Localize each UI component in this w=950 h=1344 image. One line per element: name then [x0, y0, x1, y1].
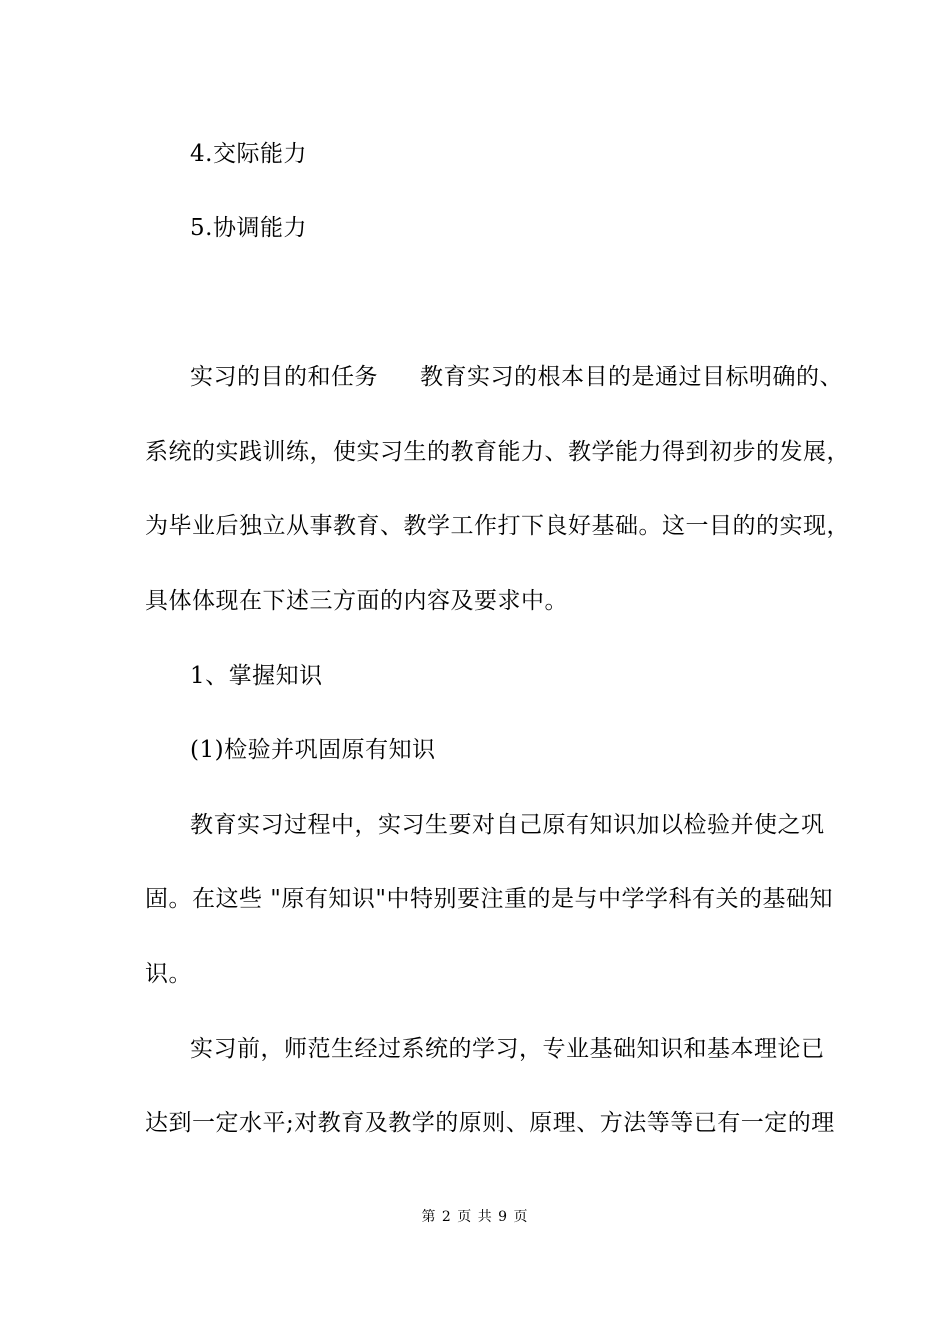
paragraph-line: 为毕业后独立从事教育、教学工作打下良好基础。这一目的的实现，: [145, 513, 850, 539]
paragraph-line: 识。: [145, 961, 192, 987]
paragraph-line: 教育实习过程中，实习生要对自己原有知识加以检验并使之巩: [190, 812, 825, 838]
page-number: 第 2 页 共 9 页: [421, 1209, 529, 1225]
list-item-4: 4.交际能力: [190, 141, 307, 167]
paragraph-line: 固。在这些 "原有知识"中特别要注重的是与中学学科有关的基础知: [145, 886, 833, 912]
list-item-5: 5.协调能力: [190, 215, 307, 241]
paragraph-line: 系统的实践训练，使实习生的教育能力、教学能力得到初步的发展，: [145, 439, 850, 465]
subsection-title: 1、掌握知识: [190, 663, 323, 689]
paragraph-line: 具体体现在下述三方面的内容及要求中。: [145, 588, 568, 614]
paragraph-line: 实习前，师范生经过系统的学习，专业基础知识和基本理论已: [190, 1036, 825, 1062]
paragraph-line: [190, 362, 843, 392]
section-heading: 实习的目的和任务: [190, 364, 378, 390]
paragraph-text: 教育实习的根本目的是通过目标明确的、: [420, 364, 843, 390]
paragraph-line: 达到一定水平;对教育及教学的原则、原理、方法等等已有一定的理: [145, 1110, 835, 1136]
subsection-subtitle: (1)检验并巩固原有知识: [190, 737, 436, 763]
